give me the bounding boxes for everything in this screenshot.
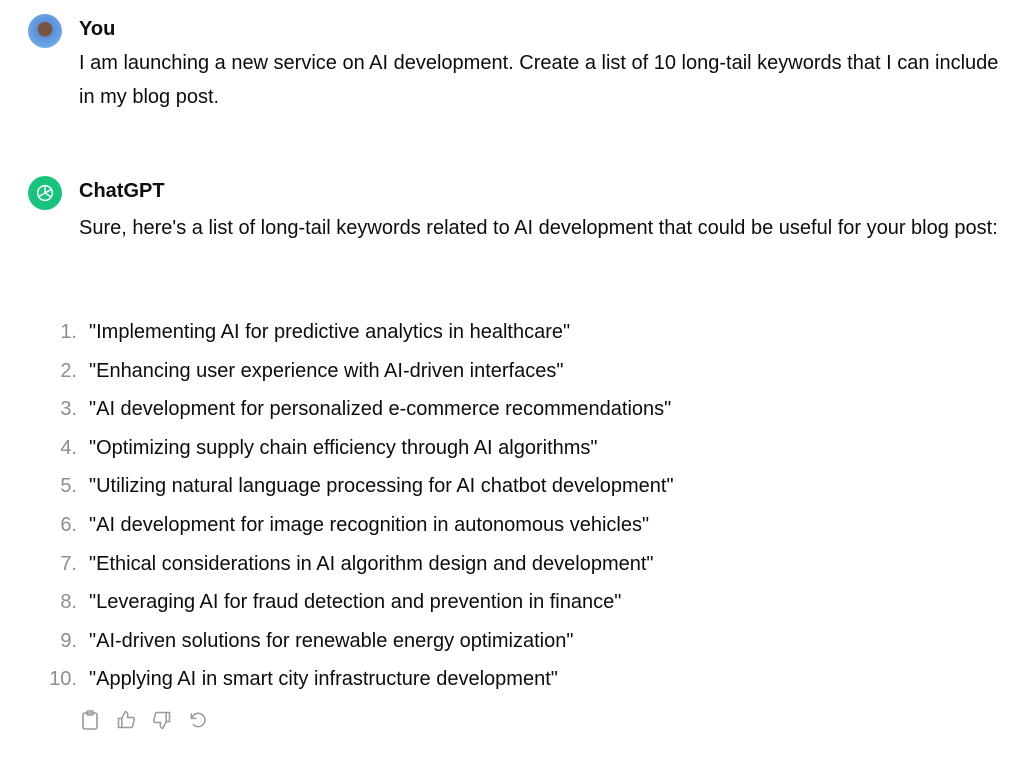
item-text: "AI development for image recognition in autonomous vehicles" [89,513,650,536]
item-number: 9. [60,629,77,652]
keyword-item [40,583,674,622]
keyword-item [40,390,674,429]
keyword-item [40,622,674,661]
chatgpt-logo-icon [28,176,62,210]
item-text: "Ethical considerations in AI algorithm design and development" [89,552,654,575]
item-text: "Implementing AI for predictive analytics in healthcare" [89,321,571,343]
item-number: 3. [60,398,77,421]
item-text: "AI development for personalized e-commerce recommendations" [89,398,672,421]
item-number: 8. [60,591,77,614]
keyword-list [40,313,674,699]
assistant-name: ChatGPT [79,180,165,202]
item-text: "Optimizing supply chain efficiency through AI algorithms" [89,436,598,459]
item-text: "Applying AI in smart city infrastructure development" [89,668,558,691]
item-number: 5. [60,475,77,498]
keyword-item [40,313,674,352]
keyword-item [40,660,674,699]
message-actions [80,709,208,731]
user-avatar [28,14,62,48]
thumbs-up-icon[interactable] [116,709,136,731]
keyword-item [40,429,674,468]
item-text: "Leveraging AI for fraud detection and prevention in finance" [89,591,622,614]
item-number: 7. [60,552,77,575]
regenerate-icon[interactable] [188,709,208,731]
keyword-item [40,545,674,584]
item-number: 2. [60,359,77,382]
keyword-item [40,467,674,506]
assistant-intro: Sure, here's a list of long-tail keywords related to AI development that could be useful for your blog post: [79,217,998,239]
thumbs-down-icon[interactable] [152,709,172,731]
keyword-item [40,352,674,391]
item-number: 4. [60,436,77,459]
item-number: 6. [60,513,77,536]
item-text: "Enhancing user experience with AI-driven interfaces" [89,359,564,382]
copy-icon[interactable] [80,709,100,731]
keyword-item [40,506,674,545]
user-message: I am launching a new service on AI development. Create a list of 10 long-tail keywords that I can include in my blog post. [79,52,999,108]
item-text: "Utilizing natural language processing for AI chatbot development" [89,475,674,498]
item-number: 1. [60,321,77,343]
user-name: You [79,18,116,40]
item-number: 10. [49,668,77,691]
item-text: "AI-driven solutions for renewable energy optimization" [89,629,574,652]
